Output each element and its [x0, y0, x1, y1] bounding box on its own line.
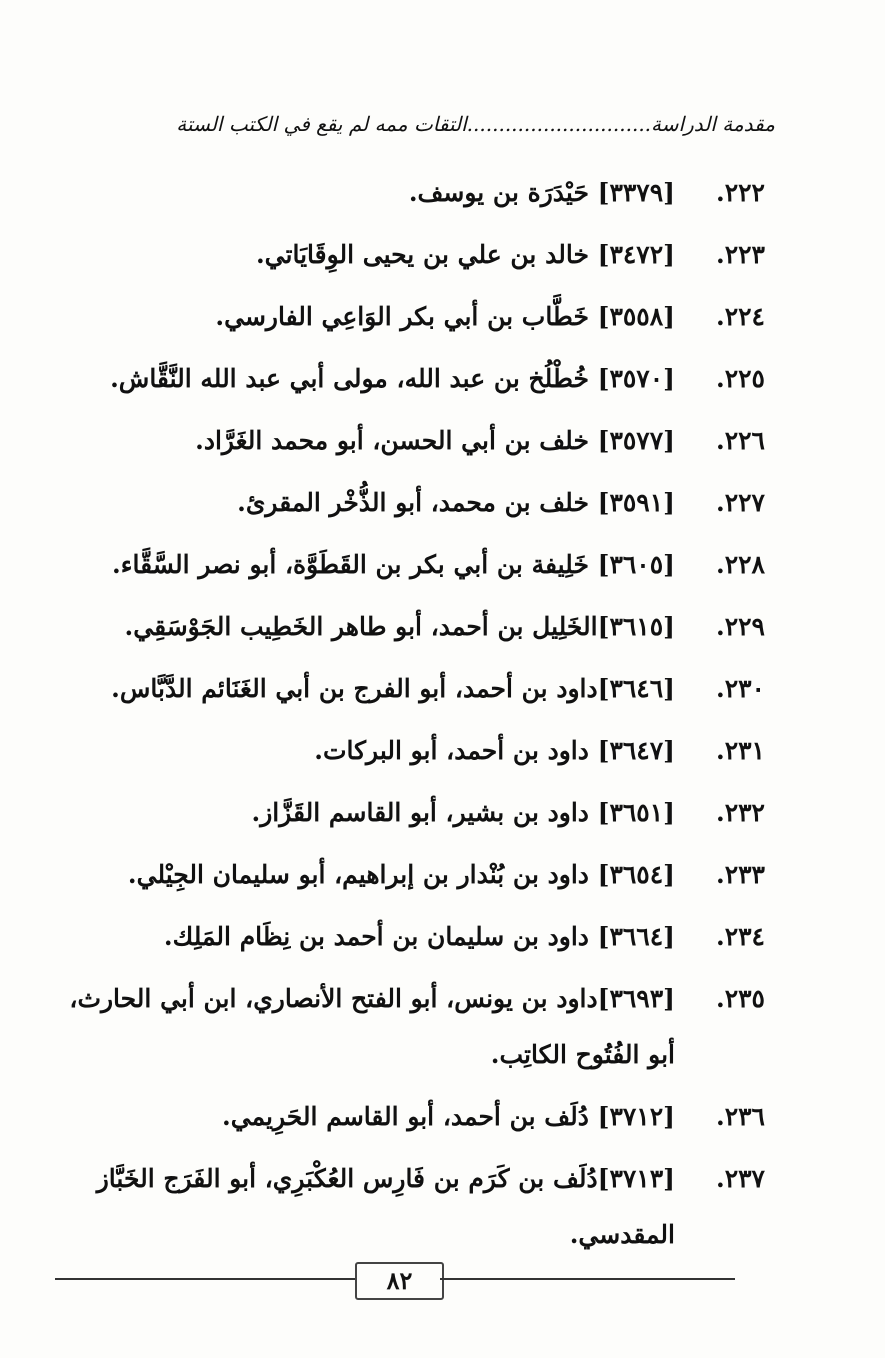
page-number-box [355, 1262, 444, 1300]
entry-number: ٢٢٩. [715, 612, 765, 641]
list-item [40, 1089, 765, 1145]
entry-number: ٢٣١. [715, 736, 765, 765]
entry-number: ٢٢٤. [715, 302, 765, 331]
list-item [40, 661, 765, 717]
entry-number: ٢٢٦. [715, 426, 765, 455]
entry-text: [٣٦٤٦]داود بن أحمد، أبو الفرج بن أبي الغَنَائم الدَّبَّاس. [111, 674, 675, 703]
list-item [40, 785, 765, 841]
entry-number: ٢٢٧. [715, 488, 765, 517]
entry-text: [٣٦٤٧] داود بن أحمد، أبو البركات. [314, 736, 675, 765]
footer-rule-left [55, 1278, 355, 1280]
list-item [40, 971, 765, 1083]
entry-number: ٢٣٠. [715, 674, 765, 703]
entry-text: [٣٥٧٧] خلف بن أبي الحسن، أبو محمد الغَرَّاد. [195, 426, 675, 455]
entry-text: [٣٥٧٠] خُطْلُخ بن عبد الله، مولى أبي عبد الله النَّقَّاش. [110, 364, 675, 393]
entry-text: [٣٦١٥]الخَلِيل بن أحمد، أبو طاهر الخَطِيب الجَوْسَقِي. [124, 612, 675, 641]
list-item [40, 227, 765, 283]
entry-text: [٣٦٥١] داود بن بشير، أبو القاسم القَزَّاز. [251, 798, 675, 827]
list-item [40, 847, 765, 903]
list-item [40, 351, 765, 407]
list-item [40, 723, 765, 779]
entry-number: ٢٣٥. [715, 984, 765, 1013]
entry-text: [٣٥٥٨] خَطَّاب بن أبي بكر الوَاعِي الفارسي. [215, 302, 675, 331]
list-item [40, 165, 765, 221]
entry-number: ٢٢٥. [715, 364, 765, 393]
entry-number: ٢٣٧. [715, 1164, 765, 1193]
entry-number: ٢٢٨. [715, 550, 765, 579]
entry-number: ٢٣٤. [715, 922, 765, 951]
entry-number: ٢٢٣. [715, 240, 765, 269]
page-number: ٨٢ [386, 1266, 413, 1295]
entry-text: [٣٦٩٣]داود بن يونس، أبو الفتح الأنصاري، ابن أبي الحارث، أبو الفُتُوح الكاتِب. [69, 984, 675, 1069]
list-item [40, 909, 765, 965]
page-footer [55, 1262, 735, 1302]
entry-number: ٢٢٢. [715, 178, 765, 207]
list-item [40, 475, 765, 531]
footer-rule-right [440, 1278, 735, 1280]
running-header: مقدمة الدراسة.............................التقات ممه لم يقع في الكتب الستة [176, 112, 775, 136]
entry-text: [٣٦٥٤] داود بن بُنْدار بن إبراهيم، أبو سليمان الجِيْلي. [127, 860, 675, 889]
list-item [40, 537, 765, 593]
entry-list [40, 165, 765, 1269]
entry-number: ٢٣٣. [715, 860, 765, 889]
list-item [40, 289, 765, 345]
entry-text: [٣٥٩١] خلف بن محمد، أبو الذُّخْر المقرئ. [237, 488, 675, 517]
entry-text: [٣٣٧٩] حَيْدَرَة بن يوسف. [408, 178, 675, 207]
entry-text: [٣٦٠٥] خَلِيفة بن أبي بكر بن القَطَوَّة، أبو نصر السَّقَّاء. [112, 550, 675, 579]
list-item [40, 599, 765, 655]
list-item [40, 1151, 765, 1263]
list-item [40, 413, 765, 469]
entry-text: [٣٦٦٤] داود بن سليمان بن أحمد بن نِظَام المَلِك. [163, 922, 675, 951]
entry-text: [٣٧١٢] دُلَف بن أحمد، أبو القاسم الحَرِيمي. [222, 1102, 675, 1131]
entry-text: [٣٤٧٢] خالد بن علي بن يحيى الوِقَايَاتي. [255, 240, 675, 269]
entry-text: [٣٧١٣]دُلَف بن كَرَم بن فَارِس العُكْبَرِي، أبو الفَرَج الخَبَّاز المقدسي. [96, 1164, 675, 1249]
entry-number: ٢٣٦. [715, 1102, 765, 1131]
entry-number: ٢٣٢. [715, 798, 765, 827]
